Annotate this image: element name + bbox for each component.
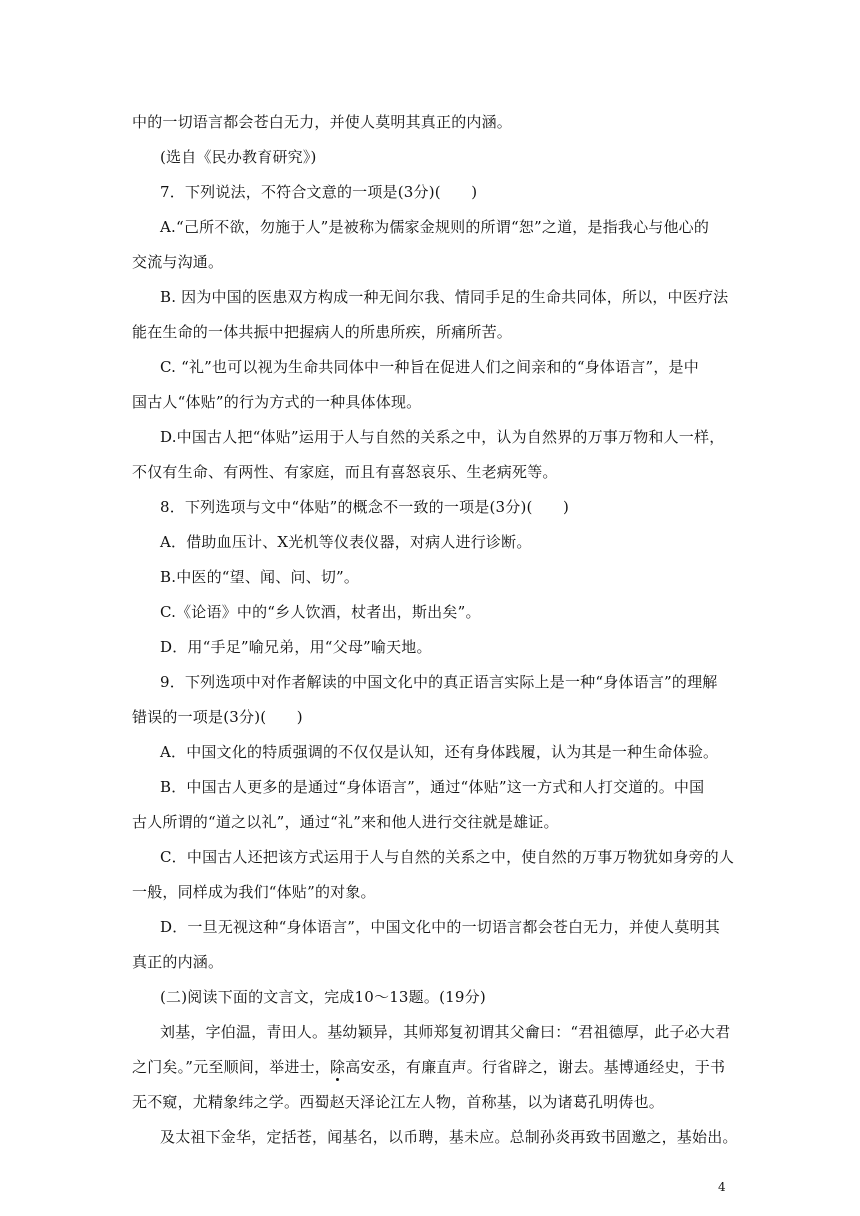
text-line: 真正的内涵。: [132, 953, 224, 971]
question-7: 7．下列说法，不符合文意的一项是(3分)( ): [160, 183, 478, 201]
emphasized-character: 除: [329, 1058, 346, 1076]
section-heading: (二)阅读下面的文言文，完成10～13题。(19分): [160, 988, 486, 1006]
text-line: 国古人“体贴”的行为方式的一种具体体现。: [132, 393, 422, 411]
passage-segment: 高安丞，有廉直声。行省辟之，谢去。基博通经史，于书: [345, 1058, 726, 1076]
option-9c: C．中国古人还把该方式运用于人与自然的关系之中，使自然的万事万物犹如身旁的人: [160, 848, 735, 866]
question-9: 9．下列选项中对作者解读的中国文化中的真正语言实际上是一种“身体语言”的理解: [160, 673, 718, 691]
text-line: 中的一切语言都会苍白无力，并使人莫明其真正的内涵。: [132, 113, 513, 131]
option-7b: B. 因为中国的医患双方构成一种无间尔我、情同手足的生命共同体，所以，中医疗法: [160, 288, 729, 306]
text-line: 错误的一项是(3分)( ): [132, 708, 303, 726]
text-line: 能在生命的一体共振中把握病人的所患所疾，所痛所苦。: [132, 323, 513, 341]
option-9d: D．一旦无视这种“身体语言”，中国文化中的一切语言都会苍白无力，并使人莫明其: [160, 918, 720, 936]
text-line: 古人所谓的“道之以礼”，通过“礼”来和他人进行交往就是雄证。: [132, 813, 559, 831]
passage-line: [132, 1057, 730, 1077]
option-7d: D.中国古人把“体贴”运用于人与自然的关系之中，认为自然界的万事万物和人一样，: [160, 428, 725, 446]
option-7c: C. “礼”也可以视为生命共同体中一种旨在促进人们之间亲和的“身体语言”，是中: [160, 358, 699, 376]
option-8b: B.中医的“望、闻、问、切”。: [160, 568, 360, 586]
passage-segment: 之门矣。”元至顺间，举进士，: [132, 1058, 330, 1076]
option-8d: D．用“手足”喻兄弟，用“父母”喻天地。: [160, 638, 432, 656]
text-line: 一般，同样成为我们“体贴”的对象。: [132, 883, 376, 901]
passage-line: 无不窥，尤精象纬之学。西蜀赵天泽论江左人物，首称基，以为诸葛孔明俦也。: [132, 1093, 665, 1111]
source-citation: (选自《民办教育研究》): [160, 148, 317, 166]
text-line: 不仅有生命、有两性、有家庭，而且有喜怒哀乐、生老病死等。: [132, 463, 558, 481]
passage-line: 及太祖下金华，定括苍，闻基名，以币聘，基未应。总制孙炎再致书固邀之，基始出。: [160, 1128, 738, 1146]
option-8c: C.《论语》中的“乡人饮酒，杖者出，斯出矣”。: [160, 603, 481, 621]
option-7a: A.“己所不欲，勿施于人”是被称为儒家金规则的所谓“恕”之道，是指我心与他心的: [160, 218, 710, 236]
option-9b: B．中国古人更多的是通过“身体语言”，通过“体贴”这一方式和人打交道的。中国: [160, 778, 705, 796]
question-8: 8．下列选项与文中“体贴”的概念不一致的一项是(3分)( ): [160, 498, 570, 516]
page-number: 4: [718, 1180, 726, 1194]
text-line: 交流与沟通。: [132, 253, 224, 271]
option-8a: A．借助血压计、X光机等仪表仪器，对病人进行诊断。: [160, 533, 532, 551]
option-9a: A．中国文化的特质强调的不仅仅是认知，还有身体践履，认为其是一种生命体验。: [160, 743, 719, 761]
passage-line: 刘基，字伯温，青田人。基幼颖异，其师郑复初谓其父龠曰：“君祖德厚，此子必大君: [160, 1023, 731, 1041]
